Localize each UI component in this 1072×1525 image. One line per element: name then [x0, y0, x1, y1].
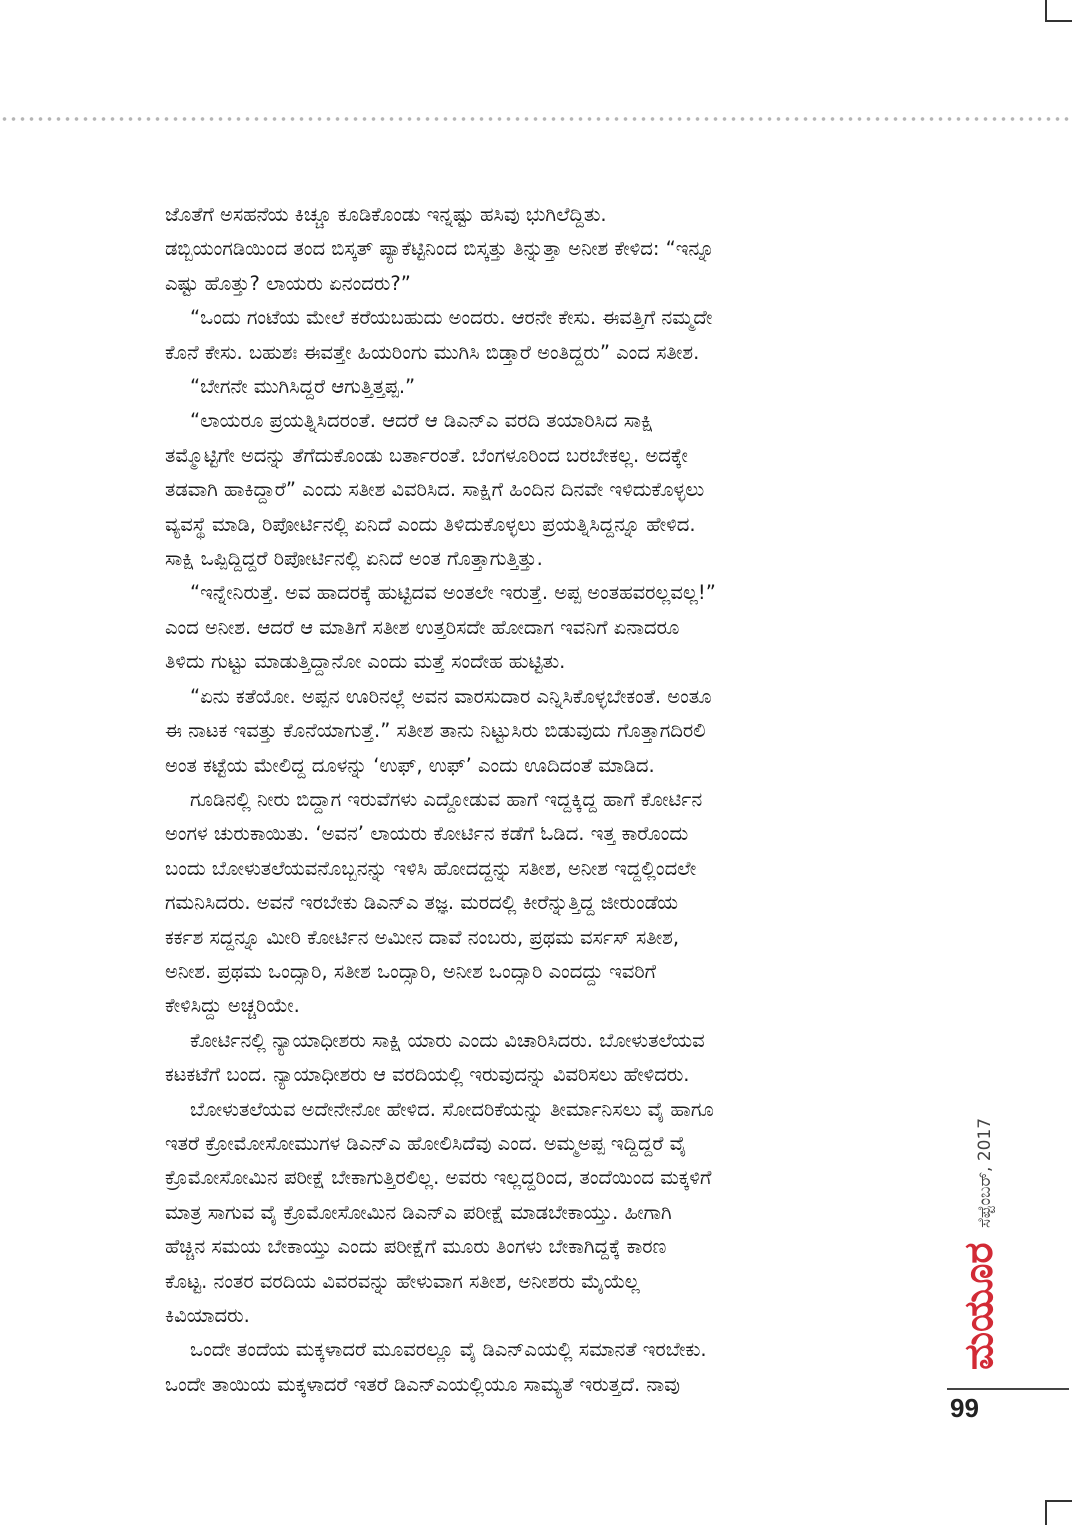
paragraph: “ಬೇಗನೇ ಮುಗಿಸಿದ್ದರೆ ಆಗುತ್ತಿತ್ತಪ್ಪ.”	[190, 375, 416, 399]
page-number: 99	[950, 1393, 979, 1423]
paragraph: ಒಂದೇ ತಂದೆಯ ಮಕ್ಕಳಾದರೆ ಮೂವರಲ್ಲೂ ವೈ ಡಿಎನ್‌ಎಯಲ್ಲಿ ಸಮಾನತೆ ಇರಬೇಕು. ಒಂದೇ ತಾಯಿಯ ಮಕ್ಕಳಾದರೆ ಇತರೆ ಡಿಎನ್‌ಎಯಲ್ಲಿಯೂ ಸಾಮ್ಯತೆ ಇರುತ್ತದೆ. ನಾವು	[165, 1338, 707, 1396]
crop-mark-top-right-v	[1045, 0, 1047, 22]
paragraph: “ಏನು ಕತೆಯೋ. ಅಪ್ಪನ ಊರಿನಲ್ಲೆ ಅವನ ವಾರಸುದಾರ ಎನ್ನಿಸಿಕೊಳ್ಳಬೇಕಂತೆ. ಅಂತೂ ಈ ನಾಟಕ ಇವತ್ತು ಕೊನೆಯಾಗುತ್ತೆ.” ಸತೀಶ ತಾನು ನಿಟ್ಟುಸಿರು ಬಿಡುವುದು ಗೊತ್ತಾಗದಿರಲಿ ಅಂತ ಕಟ್ಟೆಯ ಮೇಲಿದ್ದ ದೂಳನ್ನು ‘ಉಫ್, ಉಫ್’ ಎಂದು ಊದಿದಂತೆ ಮಾಡಿದ.	[165, 684, 712, 777]
issue-date: ಸೆಪ್ಟೆಂಬರ್, 2017	[975, 1117, 995, 1228]
paragraph: “ಇನ್ನೇನಿರುತ್ತೆ. ಅವ ಹಾದರಕ್ಕೆ ಹುಟ್ಟಿದವ ಅಂತಲೇ ಇರುತ್ತೆ. ಅಪ್ಪ ಅಂತಹವರಲ್ಲವಲ್ಲ!” ಎಂದ ಅನೀಶ. ಆದರೆ ಆ ಮಾತಿಗೆ ಸತೀಶ ಉತ್ತರಿಸದೇ ಹೋದಾಗ ಇವನಿಗೆ ಏನಾದರೂ ತಿಳಿದು ಗುಟ್ಟು ಮಾಡುತ್ತಿದ್ದಾನೋ ಎಂದು ಮತ್ತೆ ಸಂದೇಹ ಹುಟ್ಟಿತು.	[165, 581, 716, 674]
paragraph: “ಒಂದು ಗಂಟೆಯ ಮೇಲೆ ಕರೆಯಬಹುದು ಅಂದರು. ಆರನೇ ಕೇಸು. ಈವತ್ತಿಗೆ ನಮ್ಮದೇ ಕೊನೆ ಕೇಸು. ಬಹುಶಃ ಈವತ್ತೇ ಹಿಯರಿಂಗು ಮುಗಿಸಿ ಬಿಡ್ತಾರೆ ಅಂತಿದ್ದರು” ಎಂದ ಸತೀಶ.	[165, 306, 713, 364]
crop-mark-bottom-right-h	[1045, 1500, 1072, 1502]
paragraph: ಕೋರ್ಟಿನಲ್ಲಿ ನ್ಯಾಯಾಧೀಶರು ಸಾಕ್ಷಿ ಯಾರು ಎಂದು ವಿಚಾರಿಸಿದರು. ಬೋಳುತಲೆಯವ ಕಟಕಟೆಗೆ ಬಂದ. ನ್ಯಾಯಾಧೀಶರು ಆ ವರದಿಯಲ್ಲಿ ಇರುವುದನ್ನು ವಿವರಿಸಲು ಹೇಳಿದರು.	[165, 1028, 705, 1087]
page-number-rule	[947, 1388, 1069, 1390]
article-body	[165, 198, 913, 1402]
paragraph: ಬೋಳುತಲೆಯವ ಅದೇನೇನೋ ಹೇಳಿದ. ಸೋದರಿಕೆಯನ್ನು ತೀರ್ಮಾನಿಸಲು ವೈ ಹಾಗೂ ಇತರೆ ಕ್ರೋಮೋಸೋಮುಗಳ ಡಿಎನ್‌ಎ ಹೋಲಿಸಿದೆವು ಎಂದ. ಅಮ್ಮಅಪ್ಪ ಇದ್ದಿದ್ದರೆ ವೈ ಕ್ರೊಮೋಸೋಮಿನ ಪರೀಕ್ಷೆ ಬೇಕಾಗುತ್ತಿರಲಿಲ್ಲ. ಅವರು ಇಲ್ಲದ್ದರಿಂದ, ತಂದೆಯಿಂದ ಮಕ್ಕಳಿಗೆ ಮಾತ್ರ ಸಾಗುವ ವೈ ಕ್ರೊಮೋಸೋಮಿನ ಡಿಎನ್‌ಎ ಪರೀಕ್ಷೆ ಮಾಡಬೇಕಾಯ್ತು. ಹೀಗಾಗಿ ಹೆಚ್ಚಿನ ಸಮಯ ಬೇಕಾಯ್ತು ಎಂದು ಪರೀಕ್ಷೆಗೆ ಮೂರು ತಿಂಗಳು ಬೇಕಾಗಿದ್ದಕ್ಕೆ ಕಾರಣ ಕೊಟ್ಟ. ನಂತರ ವರದಿಯ ವಿವರವನ್ನು ಹೇಳುವಾಗ ಸತೀಶ, ಅನೀಶರು ಮೈಯೆಲ್ಲ ಕಿವಿಯಾದರು.	[165, 1097, 714, 1327]
crop-mark-bottom-right-v	[1045, 1500, 1047, 1525]
paragraph: ಜೊತೆಗೆ ಅಸಹನೆಯ ಕಿಚ್ಚೂ ಕೂಡಿಕೊಂಡು ಇನ್ನಷ್ಟು ಹಸಿವು ಭುಗಿಲೆದ್ದಿತು. ಡಬ್ಬಿಯಂಗಡಿಯಿಂದ ತಂದ ಬಿಸ್ಕತ್ ಪ್ಯಾಕೆಟ್ಟಿನಿಂದ ಬಿಸ್ಕತ್ತು ತಿನ್ನುತ್ತಾ ಅನೀಶ ಕೇಳಿದ: “ಇನ್ನೂ ಎಷ್ಟು ಹೊತ್ತು? ಲಾಯರು ಏನಂದರು?”	[165, 203, 715, 295]
magazine-logo: ಮಯೂರ	[956, 1242, 1002, 1370]
dotted-divider	[0, 116, 1072, 122]
paragraph: “ಲಾಯರೂ ಪ್ರಯತ್ನಿಸಿದರಂತೆ. ಆದರೆ ಆ ಡಿಎನ್‌ಎ ವರದಿ ತಯಾರಿಸಿದ ಸಾಕ್ಷಿ ತಮ್ಮೊಟ್ಟಿಗೇ ಅದನ್ನು ತೆಗೆದುಕೊಂಡು ಬರ್ತಾರಂತೆ. ಬೆಂಗಳೂರಿಂದ ಬರಬೇಕಲ್ಲ. ಅದಕ್ಕೇ ತಡವಾಗಿ ಹಾಕಿದ್ದಾರೆ” ಎಂದು ಸತೀಶ ವಿವರಿಸಿದ. ಸಾಕ್ಷಿಗೆ ಹಿಂದಿನ ದಿನವೇ ಇಳಿದುಕೊಳ್ಳಲು ವ್ಯವಸ್ಥೆ ಮಾಡಿ, ರಿಪೋರ್ಟಿನಲ್ಲಿ ಏನಿದೆ ಎಂದು ತಿಳಿದುಕೊಳ್ಳಲು ಪ್ರಯತ್ನಿಸಿದ್ದನ್ನೂ ಹೇಳಿದ. ಸಾಕ್ಷಿ ಒಪ್ಪಿದ್ದಿದ್ದರೆ ರಿಪೋರ್ಟಿನಲ್ಲಿ ಏನಿದೆ ಅಂತ ಗೊತ್ತಾಗುತ್ತಿತ್ತು.	[165, 409, 705, 571]
crop-mark-top-right-h	[1045, 20, 1072, 22]
paragraph: ಗೂಡಿನಲ್ಲಿ ನೀರು ಬಿದ್ದಾಗ ಇರುವೆಗಳು ಎದ್ದೋಡುವ ಹಾಗೆ ಇದ್ದಕ್ಕಿದ್ದ ಹಾಗೆ ಕೋರ್ಟಿನ ಅಂಗಳ ಚುರುಕಾಯಿತು. ‘ಅವನ’ ಲಾಯರು ಕೋರ್ಟಿನ ಕಡೆಗೆ ಓಡಿದ. ಇತ್ತ ಕಾರೊಂದು ಬಂದು ಬೋಳುತಲೆಯವನೊಬ್ಬನನ್ನು ಇಳಿಸಿ ಹೋದದ್ದನ್ನು ಸತೀಶ, ಅನೀಶ ಇದ್ದಲ್ಲಿಂದಲೇ ಗಮನಿಸಿದರು. ಅವನೆ ಇರಬೇಕು ಡಿಎನ್‌ಎ ತಜ್ಞ. ಮರದಲ್ಲಿ ಕೀರೆನ್ನುತ್ತಿದ್ದ ಜೀರುಂಡೆಯ ಕರ್ಕಶ ಸದ್ದನ್ನೂ ಮೀರಿ ಕೋರ್ಟಿನ ಅಮೀನ ದಾವೆ ನಂಬರು, ಪ್ರಥಮ ವರ್ಸಸ್ ಸತೀಶ, ಅನೀಶ. ಪ್ರಥಮ ಒಂದ್ಸಾರಿ, ಸತೀಶ ಒಂದ್ಸಾರಿ, ಅನೀಶ ಒಂದ್ಸಾರಿ ಎಂದದ್ದು ಇವರಿಗೆ ಕೇಳಿಸಿದ್ದು ಅಚ್ಚರಿಯೇ.	[165, 787, 703, 1018]
